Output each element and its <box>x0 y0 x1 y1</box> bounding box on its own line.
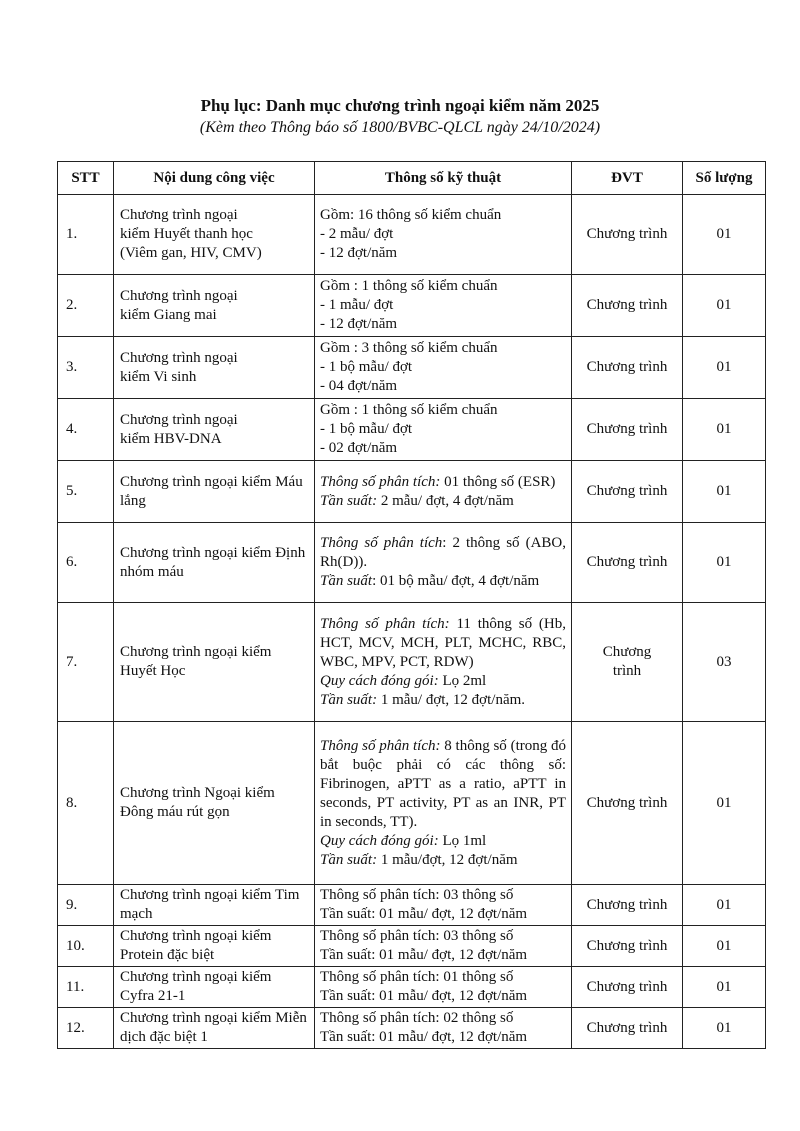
spec-line <box>320 420 566 439</box>
spec-label: Quy cách đóng gói: <box>320 672 439 689</box>
spec-text: Gồm : 3 thông số kiểm chuẩn <box>320 340 498 356</box>
spec-text: Lọ 2ml <box>438 672 487 689</box>
content-cell: Chương trình ngoại kiểm Vi sinh <box>114 337 315 399</box>
spec-label: Tần suất: <box>320 851 378 868</box>
spec-line <box>320 737 566 832</box>
spec-text: 8 thông số (trong đó bắt buộc phải có các thông số: Fibrinogen, aPTT as a ratio, aPTT in seconds, PT activity, PT as an INR, PT in seconds, TT). <box>320 737 566 830</box>
content-cell: Chương trình ngoại kiểm Cyfra 21-1 <box>114 967 315 1008</box>
spec-line <box>320 377 566 396</box>
spec-line <box>320 691 566 710</box>
spec-line <box>320 534 566 572</box>
table-row <box>58 337 766 399</box>
spec-cell <box>315 195 572 275</box>
table-row <box>58 275 766 337</box>
table-row <box>58 967 766 1008</box>
unit-cell: Chương trình <box>572 603 683 722</box>
spec-cell <box>315 399 572 461</box>
spec-text: 2 mẫu/ đợt, 4 đợt/năm <box>377 492 514 509</box>
spec-text: Thông số phân tích: 02 thông số <box>320 1010 514 1026</box>
unit-cell: Chương trình <box>572 1008 683 1049</box>
spec-line <box>320 572 566 591</box>
spec-cell <box>315 1008 572 1049</box>
stt-cell: 11. <box>58 967 114 1008</box>
spec-text: - 12 đợt/năm <box>320 316 398 332</box>
spec-text: 11 thông số (Hb, HCT, MCV, MCH, PLT, MCHC, RBC, WBC, MPV, PCT, RDW) <box>320 615 566 670</box>
content-cell: Chương trình ngoại kiểm Giang mai <box>114 275 315 337</box>
stt-cell: 9. <box>58 885 114 926</box>
spec-label: Thông số phân tích: <box>320 737 441 754</box>
column-header: STT <box>58 162 114 195</box>
stt-cell: 3. <box>58 337 114 399</box>
column-header: Nội dung công việc <box>114 162 315 195</box>
table-row <box>58 885 766 926</box>
spec-text: - 1 bộ mẫu/ đợt <box>320 421 413 437</box>
spec-label: Tần suất <box>320 573 373 589</box>
spec-line <box>320 492 566 511</box>
stt-cell: 6. <box>58 523 114 603</box>
table-row <box>58 461 766 523</box>
content-cell: Chương trình ngoại kiểm Protein đặc biệt <box>114 926 315 967</box>
spec-text: - 04 đợt/năm <box>320 378 398 394</box>
quantity-cell: 01 <box>683 523 766 603</box>
spec-text: : 2 thông số (ABO, Rh(D)). <box>320 535 566 570</box>
spec-text: : 01 bộ mẫu/ đợt, 4 đợt/năm <box>372 573 540 589</box>
spec-cell <box>315 337 572 399</box>
spec-line <box>320 206 566 225</box>
spec-line <box>320 968 566 987</box>
spec-label: Tần suất: <box>320 492 378 509</box>
column-header: Thông số kỹ thuật <box>315 162 572 195</box>
spec-line <box>320 439 566 458</box>
spec-line <box>320 358 566 377</box>
unit-cell: Chương trình <box>572 885 683 926</box>
spec-text: - 2 mẫu/ đợt <box>320 226 394 242</box>
stt-cell: 7. <box>58 603 114 722</box>
spec-cell <box>315 461 572 523</box>
spec-line <box>320 851 566 870</box>
content-cell: Chương trình Ngoại kiểm Đông máu rút gọn <box>114 722 315 885</box>
spec-line <box>320 277 566 296</box>
spec-line <box>320 401 566 420</box>
spec-cell <box>315 275 572 337</box>
table-row <box>58 523 766 603</box>
stt-cell: 5. <box>58 461 114 523</box>
spec-line <box>320 946 566 965</box>
unit-cell: Chương trình <box>572 967 683 1008</box>
spec-text: - 1 mẫu/ đợt <box>320 297 394 313</box>
content-cell: Chương trình ngoại kiểm Máu lắng <box>114 461 315 523</box>
spec-label: Thông số phân tích <box>320 535 443 551</box>
quantity-cell: 03 <box>683 603 766 722</box>
content-cell: Chương trình ngoại kiểm HBV-DNA <box>114 399 315 461</box>
spec-line <box>320 339 566 358</box>
spec-line <box>320 832 566 851</box>
stt-cell: 4. <box>58 399 114 461</box>
spec-text: Gồm: 16 thông số kiểm chuẩn <box>320 207 502 223</box>
quantity-cell: 01 <box>683 885 766 926</box>
spec-line <box>320 987 566 1006</box>
program-table <box>57 161 766 1049</box>
unit-cell: Chương trình <box>572 523 683 603</box>
content-cell: Chương trình ngoại kiểm Miễn dịch đặc biệt 1 <box>114 1008 315 1049</box>
spec-line <box>320 886 566 905</box>
quantity-cell: 01 <box>683 337 766 399</box>
spec-text: Gồm : 1 thông số kiểm chuẩn <box>320 278 498 294</box>
spec-text: Thông số phân tích: 03 thông số <box>320 928 514 944</box>
spec-cell <box>315 722 572 885</box>
spec-text: Tần suất: 01 mẫu/ đợt, 12 đợt/năm <box>320 947 528 963</box>
quantity-cell: 01 <box>683 926 766 967</box>
spec-label: Thông số phân tích: <box>320 473 441 490</box>
spec-line <box>320 1009 566 1028</box>
quantity-cell: 01 <box>683 275 766 337</box>
page-subtitle: (Kèm theo Thông báo số 1800/BVBC-QLCL ngày 24/10/2024) <box>199 119 601 136</box>
table-row <box>58 195 766 275</box>
unit-cell: Chương trình <box>572 195 683 275</box>
spec-text: 01 thông số (ESR) <box>440 473 556 490</box>
table-header-row <box>58 162 766 195</box>
spec-cell <box>315 926 572 967</box>
table-row <box>58 722 766 885</box>
quantity-cell: 01 <box>683 399 766 461</box>
quantity-cell: 01 <box>683 1008 766 1049</box>
unit-cell: Chương trình <box>572 722 683 885</box>
table-row <box>58 926 766 967</box>
spec-line <box>320 315 566 334</box>
unit-cell: Chương trình <box>572 275 683 337</box>
spec-text: - 1 bộ mẫu/ đợt <box>320 359 413 375</box>
unit-cell: Chương trình <box>572 926 683 967</box>
spec-line <box>320 473 566 492</box>
spec-text: Lọ 1ml <box>438 832 487 849</box>
quantity-cell: 01 <box>683 461 766 523</box>
spec-line <box>320 296 566 315</box>
spec-text: Tần suất: 01 mẫu/ đợt, 12 đợt/năm <box>320 988 528 1004</box>
stt-cell: 12. <box>58 1008 114 1049</box>
spec-line <box>320 225 566 244</box>
content-cell: Chương trình ngoại kiểm Định nhóm máu <box>114 523 315 603</box>
spec-label: Tần suất: <box>320 691 378 708</box>
spec-text: 1 mẫu/đợt, 12 đợt/năm <box>377 851 518 868</box>
spec-line <box>320 927 566 946</box>
spec-text: Thông số phân tích: 03 thông số <box>320 887 514 903</box>
unit-cell: Chương trình <box>572 337 683 399</box>
spec-label: Quy cách đóng gói: <box>320 832 439 849</box>
quantity-cell: 01 <box>683 967 766 1008</box>
spec-text: 1 mẫu/ đợt, 12 đợt/năm. <box>377 691 526 708</box>
spec-cell <box>315 885 572 926</box>
spec-line <box>320 1028 566 1047</box>
spec-text: - 12 đợt/năm <box>320 245 398 261</box>
spec-text: - 02 đợt/năm <box>320 440 398 456</box>
spec-line <box>320 244 566 263</box>
stt-cell: 8. <box>58 722 114 885</box>
spec-line <box>320 615 566 672</box>
quantity-cell: 01 <box>683 722 766 885</box>
spec-cell <box>315 603 572 722</box>
content-cell: Chương trình ngoại kiểm Huyết thanh học (Viêm gan, HIV, CMV) <box>114 195 315 275</box>
spec-line <box>320 905 566 924</box>
spec-text: Thông số phân tích: 01 thông số <box>320 969 514 985</box>
stt-cell: 2. <box>58 275 114 337</box>
spec-line <box>320 672 566 691</box>
unit-cell: Chương trình <box>572 399 683 461</box>
table-row <box>58 603 766 722</box>
quantity-cell: 01 <box>683 195 766 275</box>
spec-label: Thông số phân tích: <box>320 615 450 632</box>
spec-text: Tần suất: 01 mẫu/ đợt, 12 đợt/năm <box>320 906 528 922</box>
content-cell: Chương trình ngoại kiểm Huyết Học <box>114 603 315 722</box>
spec-cell <box>315 523 572 603</box>
unit-cell: Chương trình <box>572 461 683 523</box>
table-row <box>58 399 766 461</box>
stt-cell: 10. <box>58 926 114 967</box>
spec-cell <box>315 967 572 1008</box>
stt-cell: 1. <box>58 195 114 275</box>
column-header: ĐVT <box>572 162 683 195</box>
spec-text: Tần suất: 01 mẫu/ đợt, 12 đợt/năm <box>320 1029 528 1045</box>
table-row <box>58 1008 766 1049</box>
page-title: Phụ lục: Danh mục chương trình ngoại kiểm năm 2025 <box>200 96 600 115</box>
content-cell: Chương trình ngoại kiểm Tim mạch <box>114 885 315 926</box>
column-header: Số lượng <box>683 162 766 195</box>
table-body <box>58 195 766 1049</box>
spec-text: Gồm : 1 thông số kiểm chuẩn <box>320 402 498 418</box>
